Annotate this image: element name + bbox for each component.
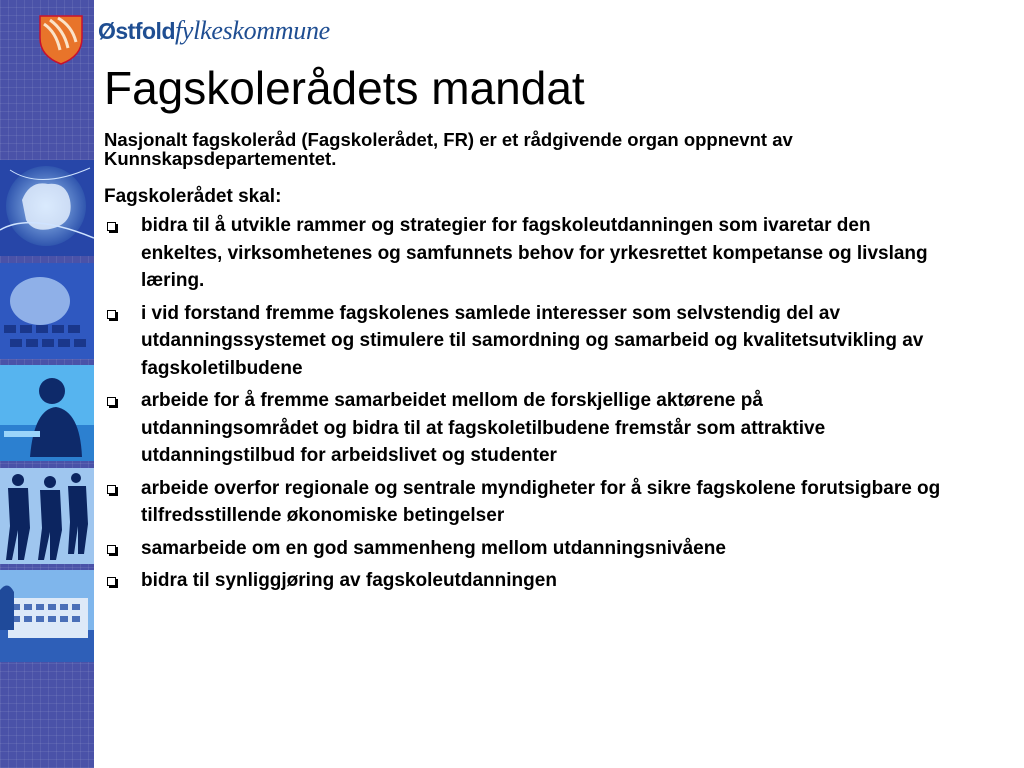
band-photo-person — [0, 365, 94, 461]
list-item — [104, 567, 944, 595]
list-item-text: bidra til synliggjøring av fagskoleutdanningen — [141, 570, 557, 591]
coat-of-arms-icon — [38, 14, 84, 66]
band-photo-building — [0, 570, 94, 662]
list-item-text: bidra til å utvikle rammer og strategier for fagskoleutdanningen som ivaretar den enkeltes, virksomhetenes og samfunnets behov for yrkesrettet kompetanse og livslang læring. — [141, 215, 928, 291]
hollow-square-bullet-icon — [107, 485, 116, 494]
band-photo-people-walking — [0, 468, 94, 564]
subheading: Fagskolerådet skal: — [104, 186, 282, 207]
list-item-text: samarbeide om en god sammenheng mellom utdanningsnivåene — [141, 537, 726, 559]
left-decorative-band — [0, 0, 94, 768]
hollow-square-bullet-icon — [107, 545, 116, 554]
list-item — [104, 475, 944, 530]
mandate-list — [104, 212, 944, 595]
list-item — [104, 387, 944, 470]
band-photo-keyboard — [0, 263, 94, 359]
slide-title: Fagskolerådets mandat — [104, 62, 585, 114]
list-item — [104, 300, 944, 383]
organization-logo — [98, 14, 330, 48]
logo-ostfold: Østfold — [98, 18, 175, 44]
logo-fylkeskommune: fylkeskommune — [175, 16, 330, 45]
hollow-square-bullet-icon — [107, 222, 116, 231]
hollow-square-bullet-icon — [107, 577, 116, 586]
list-item — [104, 535, 944, 563]
list-item-text: arbeide overfor regionale og sentrale myndigheter for å sikre fagskolene forutsigbare og tilfredsstillende økonomiske betingelser — [141, 477, 941, 526]
slide-content — [104, 130, 944, 600]
list-item-text: i vid forstand fremme fagskolenes samlede interesser som selvstendig del av utdanningssystemet og stimulere til samordning og samarbeid og kvalitetsutvikling av fagskoletilbudene — [141, 302, 924, 379]
list-item-text: arbeide for å fremme samarbeidet mellom de forskjellige aktørene på utdanningsområdet og bidra til at fagskoletilbudene fremstår som attraktive utdanningstilbud for arbeidslivet og studenter — [141, 390, 826, 466]
intro-paragraph: Nasjonalt fagskoleråd (Fagskolerådet, FR) er et rådgivende organ oppnevnt av Kunnskapsdepartementet. — [104, 129, 793, 169]
list-item — [104, 212, 944, 295]
band-photo-globe — [0, 160, 94, 256]
hollow-square-bullet-icon — [107, 310, 116, 319]
hollow-square-bullet-icon — [107, 397, 116, 406]
